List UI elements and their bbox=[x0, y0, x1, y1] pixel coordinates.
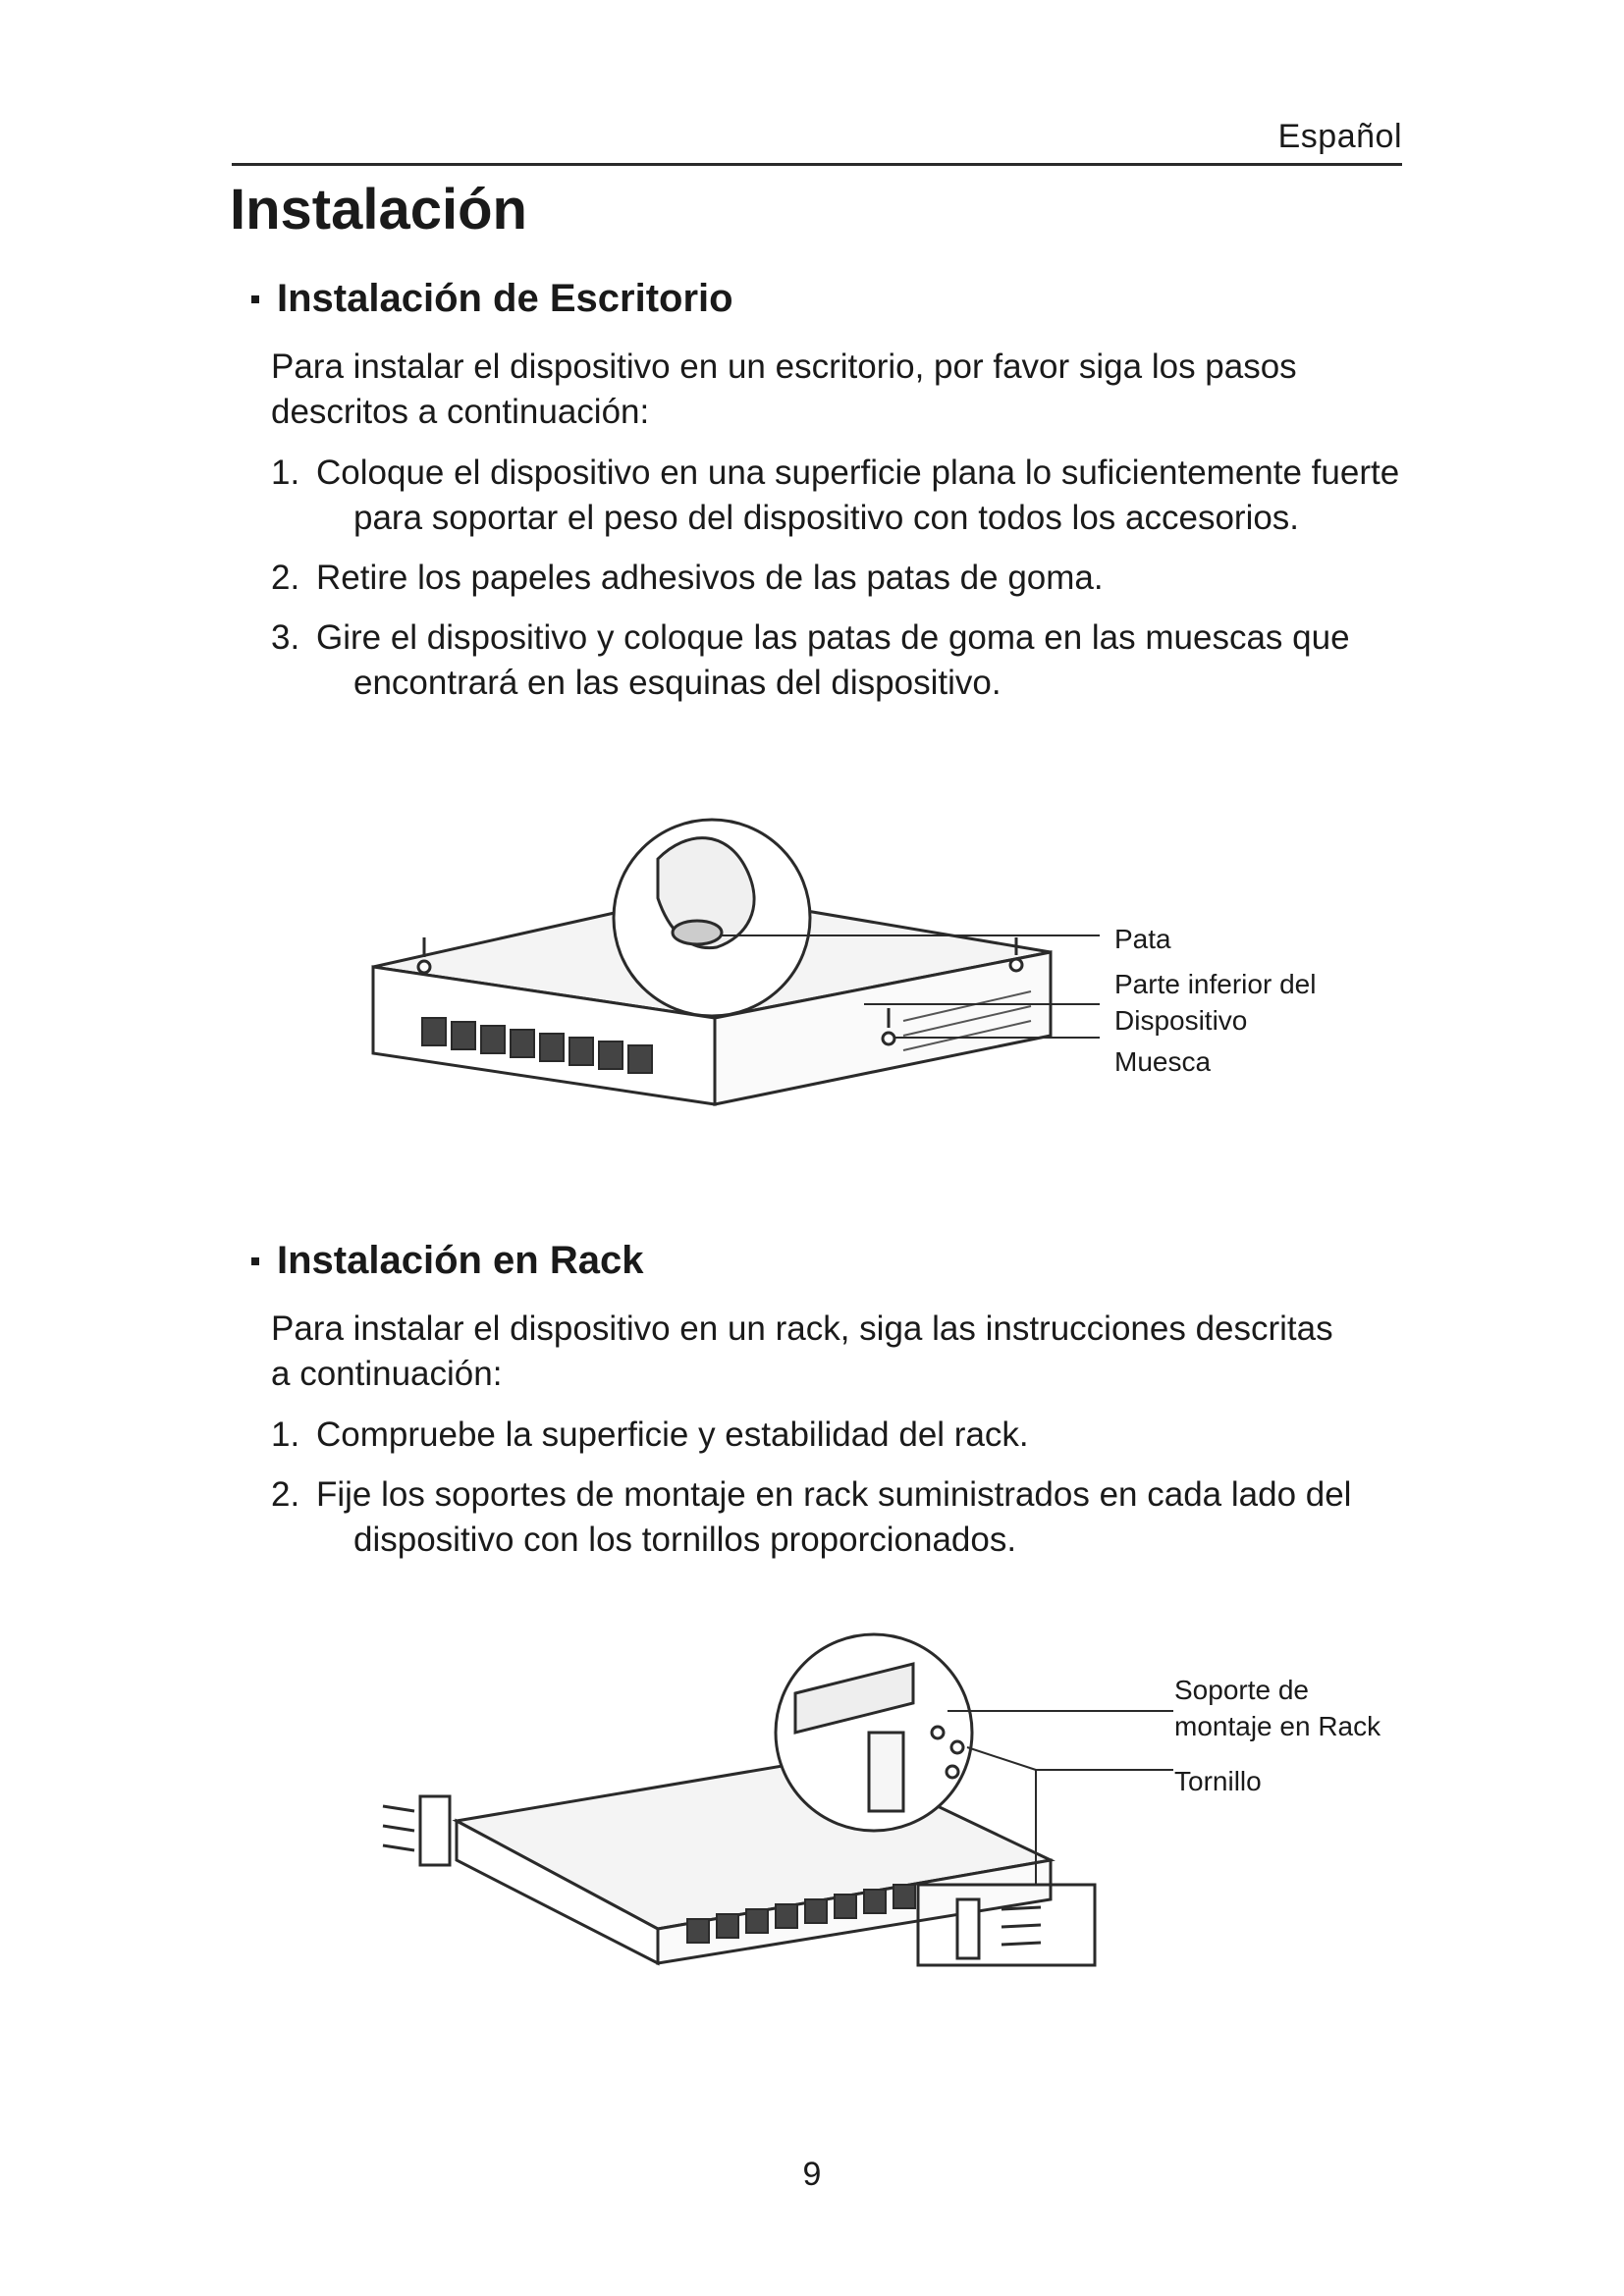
desktop-heading bbox=[232, 277, 1410, 321]
callout-bracket-line1: Soporte de bbox=[1174, 1675, 1309, 1705]
rack-heading bbox=[232, 1239, 1410, 1283]
step-text: Retire los papeles adhesivos de las patas de goma. bbox=[316, 559, 1104, 597]
header-rule bbox=[232, 163, 1402, 166]
zoom-circle bbox=[776, 1634, 972, 1831]
language-label: Español bbox=[1277, 118, 1402, 155]
step-number: 2. bbox=[271, 1475, 300, 1514]
left-bracket bbox=[383, 1796, 450, 1865]
zoom-circle bbox=[614, 820, 810, 1016]
desktop-steps bbox=[271, 451, 1400, 706]
list-item bbox=[271, 1472, 1400, 1563]
rack-installation-section bbox=[232, 1239, 1410, 1577]
list-item bbox=[271, 615, 1400, 706]
step-text: Fije los soportes de montaje en rack suministrados en cada lado del dispositivo con los tornillos proporcionados. bbox=[316, 1475, 1352, 1559]
rack-intro: Para instalar el dispositivo en un rack, siga las instrucciones descritas a continuación: bbox=[271, 1309, 1333, 1393]
bullet-icon bbox=[251, 295, 259, 303]
step-number: 1. bbox=[271, 1415, 300, 1454]
desktop-heading-text: Instalación de Escritorio bbox=[277, 277, 733, 320]
callout-bracket-line2: montaje en Rack bbox=[1174, 1711, 1381, 1741]
list-item bbox=[271, 556, 1400, 601]
rack-installation-illustration bbox=[363, 1625, 1178, 1978]
step-text: Compruebe la superficie y estabilidad del rack. bbox=[316, 1415, 1029, 1454]
step-number: 2. bbox=[271, 559, 300, 597]
step-number: 3. bbox=[271, 618, 300, 657]
desktop-installation-illustration bbox=[353, 790, 1119, 1153]
page-number: 9 bbox=[802, 2156, 822, 2193]
bullet-icon bbox=[251, 1257, 259, 1265]
callout-bottom-line2: Dispositivo bbox=[1114, 1005, 1248, 1036]
page-title: Instalación bbox=[230, 178, 527, 241]
list-item bbox=[271, 1413, 1400, 1458]
callout-foot: Pata bbox=[1114, 924, 1171, 954]
list-item bbox=[271, 451, 1400, 541]
step-text: Gire el dispositivo y coloque las patas de goma en las muescas que encontrará en las esquinas del dispositivo. bbox=[316, 618, 1350, 702]
desktop-installation-section bbox=[232, 277, 1410, 721]
callout-notch: Muesca bbox=[1114, 1046, 1212, 1077]
desktop-intro: Para instalar el dispositivo en un escritorio, por favor siga los pasos descritos a continuación: bbox=[271, 347, 1297, 431]
step-text: Coloque el dispositivo en una superficie plana lo suficientemente fuerte para soportar el peso del dispositivo con todos los accesorios. bbox=[316, 454, 1400, 537]
rack-heading-text: Instalación en Rack bbox=[277, 1239, 644, 1282]
rack-steps bbox=[271, 1413, 1400, 1563]
callout-bottom-line1: Parte inferior del bbox=[1114, 969, 1317, 999]
callout-screw: Tornillo bbox=[1174, 1766, 1262, 1796]
step-number: 1. bbox=[271, 454, 300, 492]
